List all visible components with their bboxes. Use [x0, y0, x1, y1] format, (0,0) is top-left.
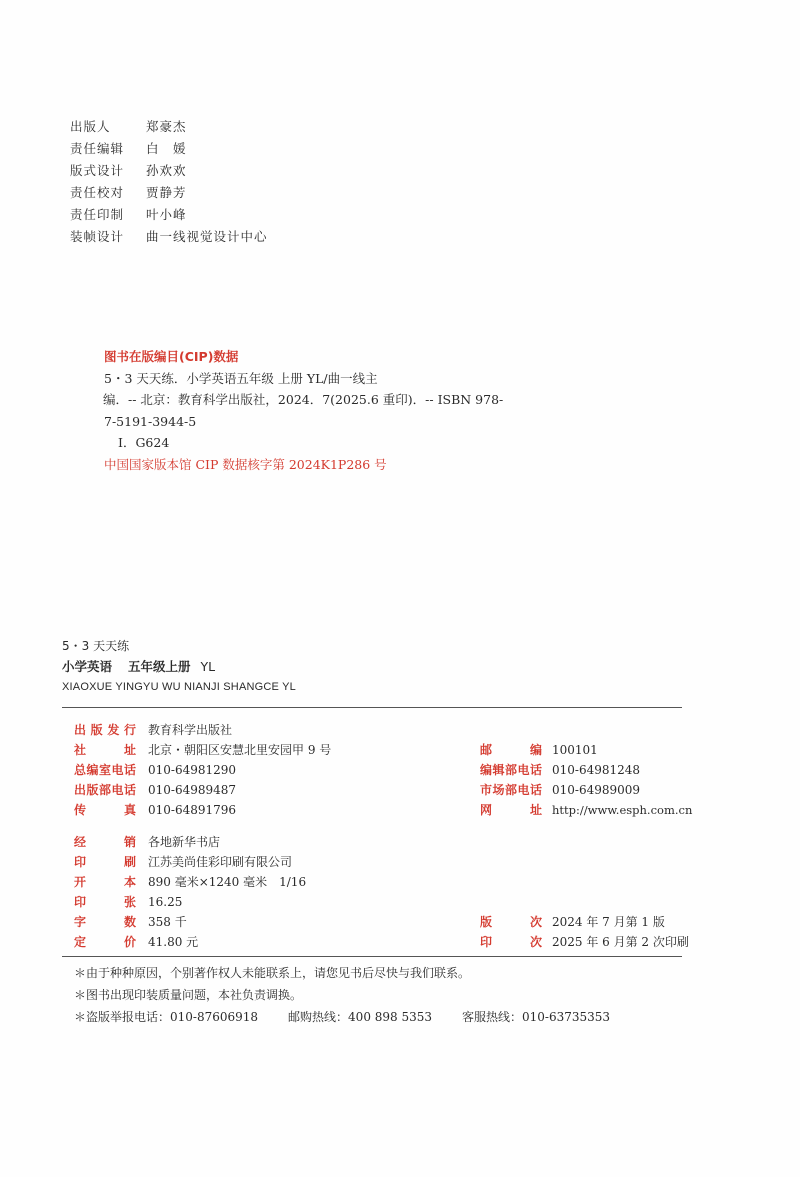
notes-block	[74, 962, 640, 1028]
cip-approval-number: 中国国家版本馆 CIP 数据核字第 2024K1P286 号	[104, 456, 387, 472]
info-label: 印 刷	[74, 855, 136, 869]
info-value: 010-64981290	[148, 763, 237, 777]
info-label: 开 本	[74, 875, 136, 889]
credit-row	[70, 204, 268, 226]
credit-row	[70, 160, 268, 182]
info-value: 010-64989487	[148, 783, 237, 797]
book-title	[62, 656, 296, 678]
credit-row	[70, 226, 268, 248]
info-value: 100101	[552, 743, 598, 757]
credit-label: 责任编辑	[70, 141, 125, 156]
info-value: 890 毫米×1240 毫米 1/16	[148, 875, 307, 889]
info-value: http://www.esph.com.cn	[552, 803, 693, 817]
cip-block	[104, 346, 564, 475]
info-value: 010-64989009	[552, 783, 641, 797]
cip-line: 编．-- 北京：教育科学出版社，2024．7(2025.6 重印)．-- ISBN 978-	[103, 392, 504, 407]
info-value: 010-64891796	[148, 803, 237, 817]
credit-value: 白 媛	[146, 141, 187, 156]
info-value: 北京・朝阳区安慧北里安园甲 9 号	[148, 743, 332, 757]
credit-label: 出版人	[70, 119, 111, 134]
credit-row	[70, 182, 268, 204]
info-label: 市 场 部 电 话	[480, 783, 542, 797]
info-label: 社 址	[74, 743, 136, 757]
book-series: 5・3 天天练	[62, 639, 130, 653]
cip-line: 7-5191-3944-5	[104, 413, 197, 429]
info-value: 教育科学出版社	[148, 723, 233, 737]
info-label: 印 张	[74, 895, 136, 909]
info-label: 传 真	[74, 803, 136, 817]
info-value: 各地新华书店	[148, 835, 221, 849]
credits-block	[70, 116, 268, 248]
info-value: 010-64981248	[552, 763, 641, 777]
book-grade: 五年级上册	[128, 659, 191, 674]
info-label: 出 版 部 电 话	[74, 783, 136, 797]
note: ＊由于种种原因，个别著作权人未能联系上，请您见书后尽快与我们联系。	[74, 966, 471, 980]
info-label: 字 数	[74, 915, 136, 929]
credit-row	[70, 116, 268, 138]
divider	[62, 707, 682, 708]
mail-order-hotline: 邮购热线：400 898 5353	[288, 1010, 433, 1024]
info-label: 版 次	[480, 915, 542, 929]
credit-value: 曲一线视觉设计中心	[146, 229, 268, 244]
cip-title: 图书在版编目(CIP)数据	[104, 349, 239, 364]
credit-row	[70, 138, 268, 160]
info-label: 编 辑 部 电 话	[480, 763, 542, 777]
info-label: 经 销	[74, 835, 136, 849]
service-hotline: 客服热线：010-63735353	[462, 1010, 611, 1024]
credit-label: 版式设计	[70, 163, 125, 178]
info-label: 定 价	[74, 935, 136, 949]
credit-value: 孙欢欢	[146, 163, 187, 178]
info-label: 邮 编	[480, 743, 542, 757]
divider	[62, 956, 682, 957]
info-label: 网 址	[480, 803, 542, 817]
info-value: 41.80 元	[148, 935, 199, 949]
cip-line: 5・3 天天练．小学英语五年级 上册 YL/曲一线主	[104, 370, 378, 386]
credit-value: 郑豪杰	[146, 119, 187, 134]
book-edition: YL	[200, 659, 216, 674]
info-label: 总 编 室 电 话	[74, 763, 136, 777]
info-value: 2025 年 6 月第 2 次印刷	[552, 935, 689, 949]
info-label: 出 版 发 行	[74, 723, 136, 737]
info-value: 358 千	[148, 915, 187, 929]
credit-label: 责任印制	[70, 207, 125, 222]
info-value: 江苏美尚佳彩印刷有限公司	[148, 855, 293, 869]
note: ＊图书出现印装质量问题，本社负责调换。	[74, 988, 303, 1002]
note-contacts	[74, 1006, 640, 1028]
info-value: 16.25	[148, 895, 183, 909]
credit-value: 贾静芳	[146, 185, 187, 200]
credit-value: 叶小峰	[146, 207, 187, 222]
credit-label: 装帧设计	[70, 229, 125, 244]
info-value: 2024 年 7 月第 1 版	[552, 915, 665, 929]
book-subject: 小学英语	[62, 659, 113, 674]
credit-label: 责任校对	[70, 185, 125, 200]
info-label: 印 次	[480, 935, 542, 949]
book-pinyin: XIAOXUE YINGYU WU NIANJI SHANGCE YL	[62, 681, 296, 693]
book-title-block	[62, 636, 296, 696]
cip-line: Ⅰ．G624	[118, 435, 170, 450]
piracy-hotline: ＊盗版举报电话：010-87606918	[74, 1010, 259, 1024]
